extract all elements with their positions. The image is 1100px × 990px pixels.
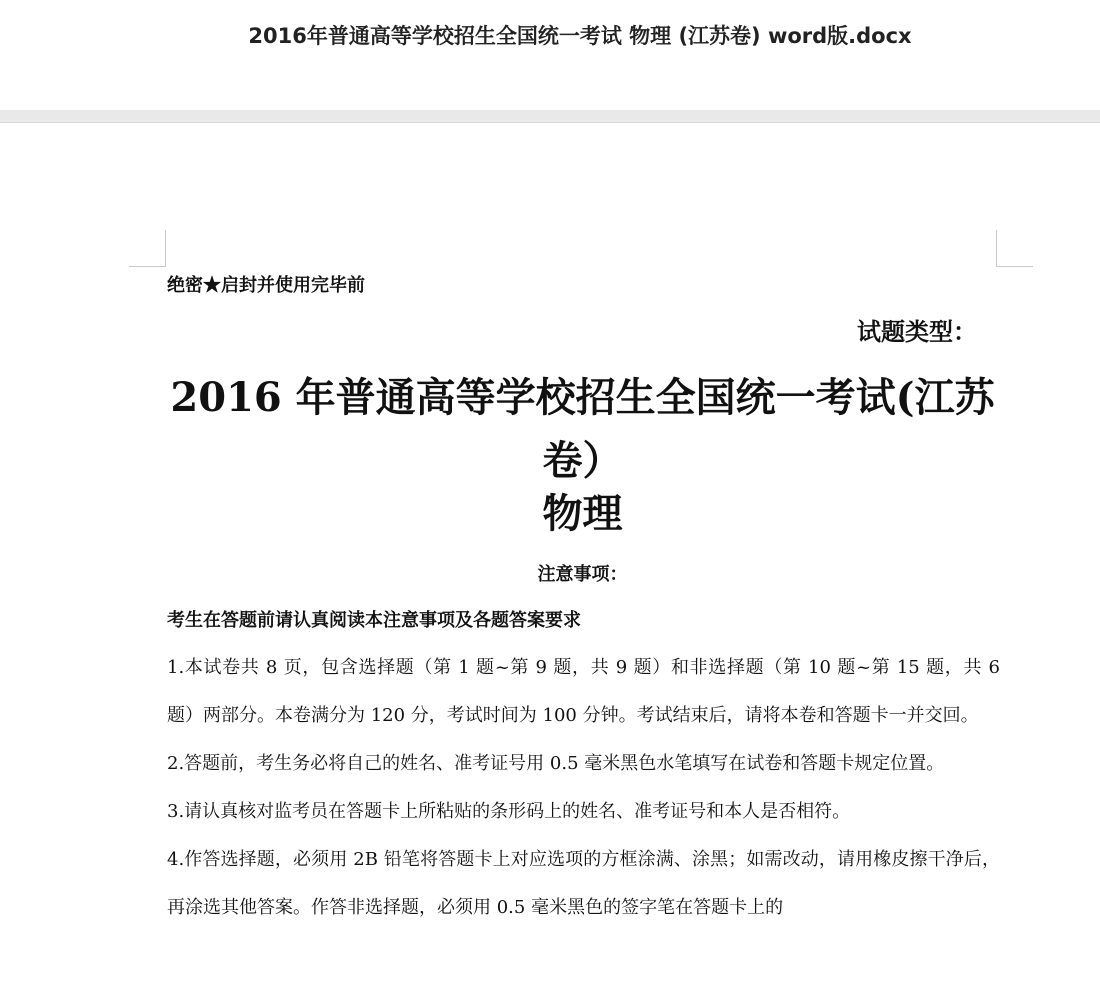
top-left-margin-mark [129,230,166,267]
notice-heading: 注意事项： [537,564,628,585]
note-item: 1.本试卷共 8 页，包含选择题（第 1 题~第 9 题，共 9 题）和非选择题（第 10 题~第 15 题，共 6 题）两部分。本卷满分为 120 分，考试时间为 100 分钟。考试结束后，请将本卷和答题卡一并交回。 [167,657,1000,726]
document-page [0,123,1100,990]
note-item: 3.请认真核对监考员在答题卡上所粘贴的条形码上的姓名、准考证号和本人是否相符。 [167,801,851,822]
top-right-margin-mark [996,230,1033,267]
title-bar [0,0,1100,110]
notes-list [167,644,1000,932]
question-type-label: 试题类型： [857,317,977,346]
note-item: 4.作答选择题，必须用 2B 铅笔将答题卡上对应选项的方框涂满、涂黑；如需改动，请用橡皮擦干净后，再涂选其他答案。作答非选择题，必须用 0.5 毫米黑色的签字笔在答题卡上的 [167,849,1000,918]
note-item: 2.答题前，考生务必将自己的姓名、准考证号用 0.5 毫米黑色水笔填写在试卷和答题卡规定位置。 [167,753,945,774]
confidential-notice: 绝密★启封并使用完毕前 [167,275,365,296]
subject-title: 物理 [542,490,623,537]
page-top-margin-strip [0,110,1100,123]
requirement-line: 考生在答题前请认真阅读本注意事项及各题答案要求 [167,610,581,631]
exam-title: 2016 年普通高等学校招生全国统一考试(江苏卷） [170,374,995,484]
document-title: 2016年普通高等学校招生全国统一考试 物理 (江苏卷) word版.docx [248,24,912,48]
